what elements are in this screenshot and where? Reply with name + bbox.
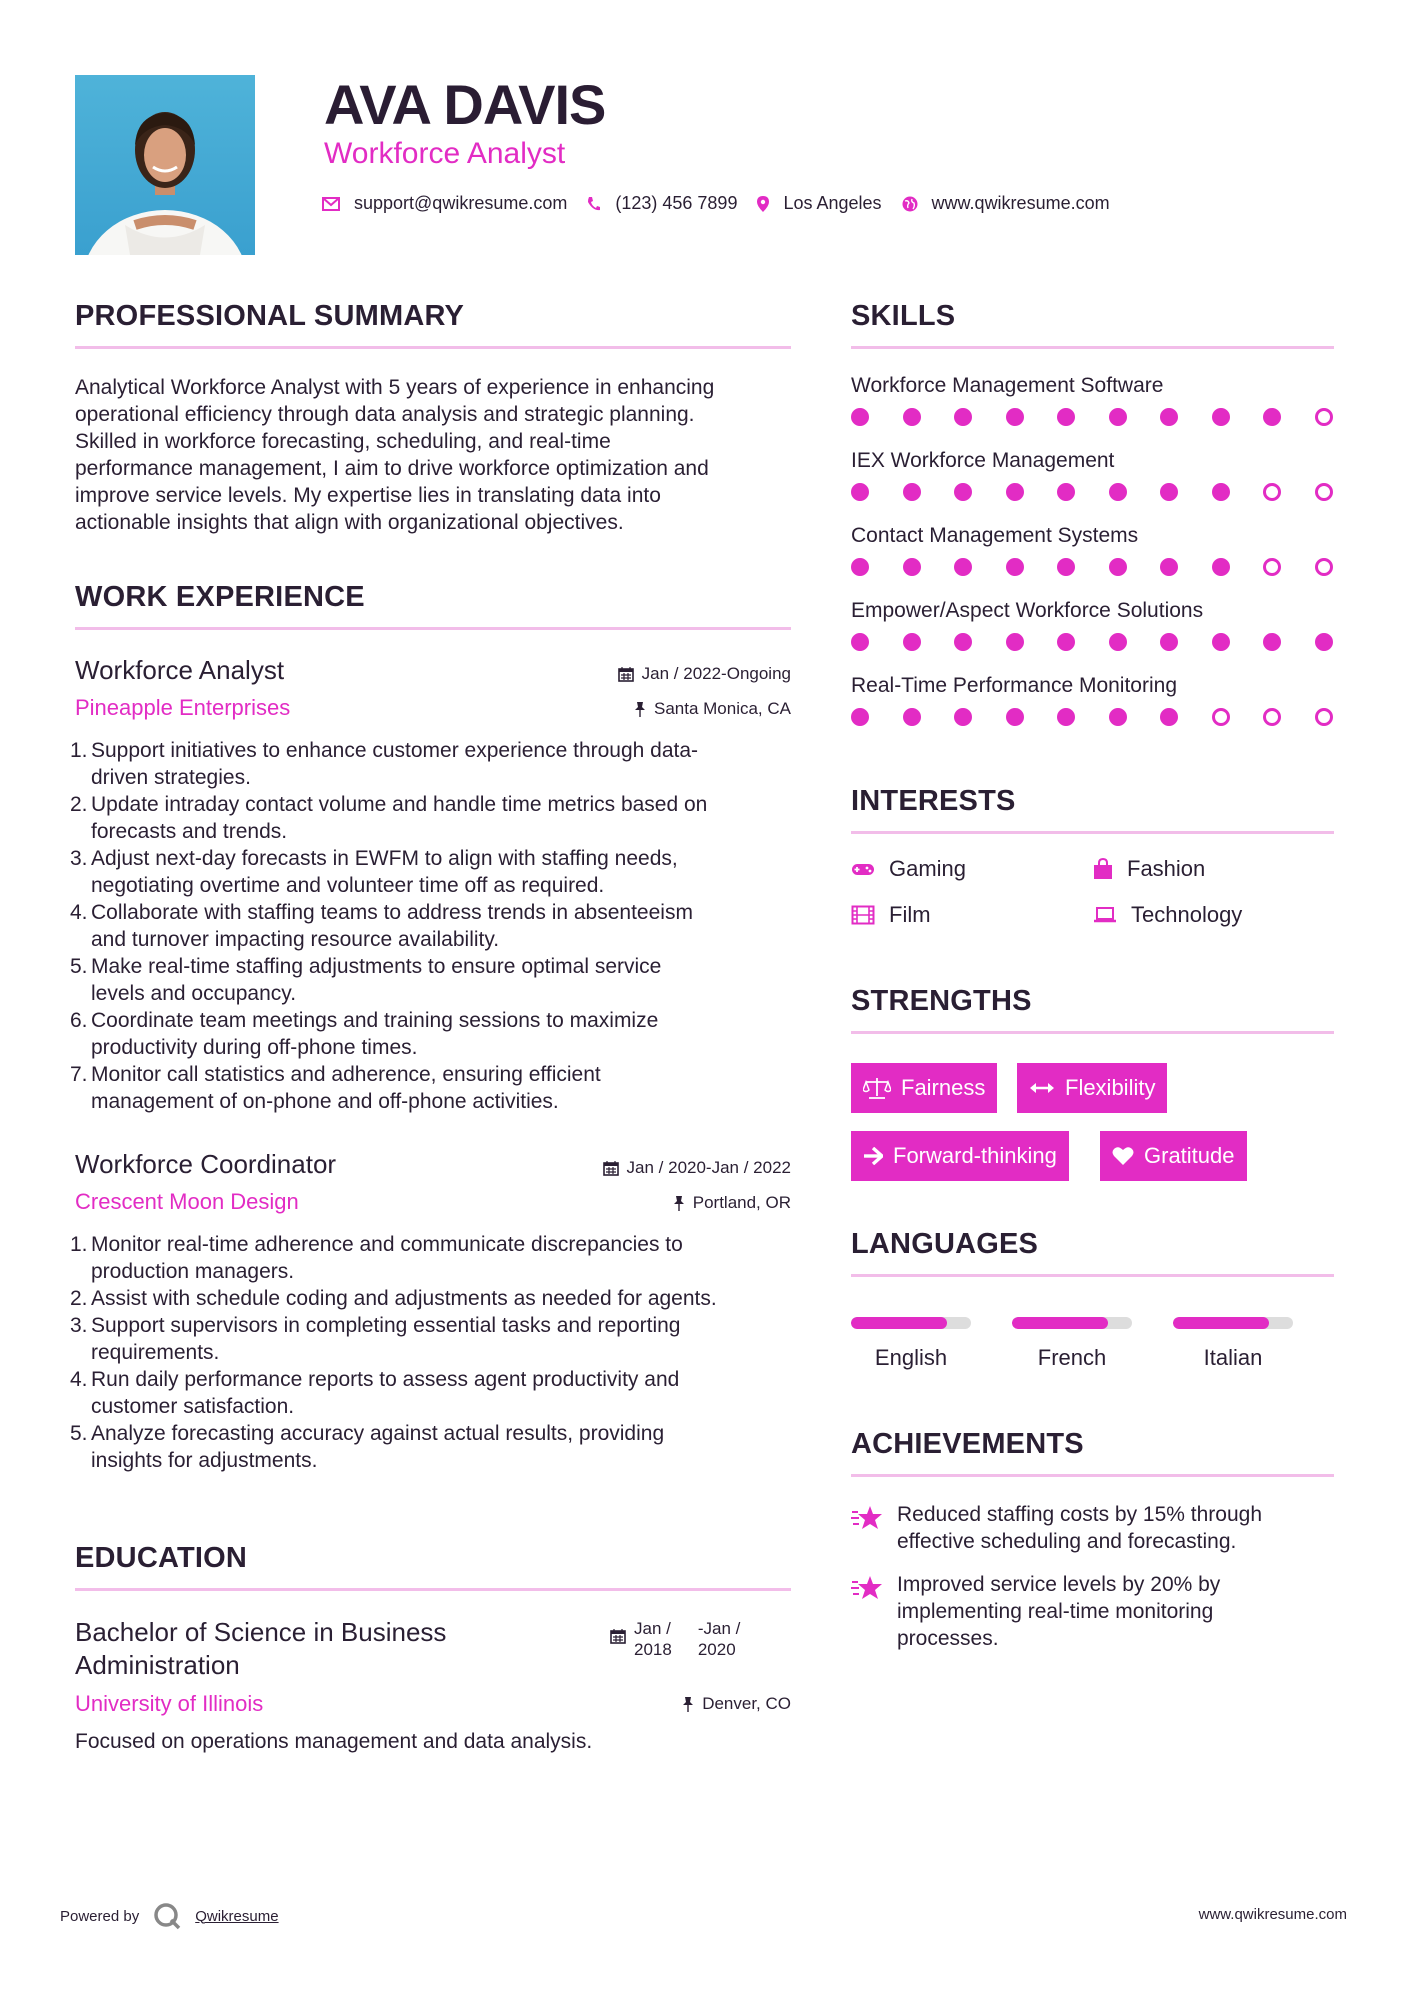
rating-dot-empty [1315,708,1333,726]
skill-row [851,524,1333,599]
achievement-item [851,1501,1262,1555]
rating-dot-empty [1315,483,1333,501]
rating-dot-filled [1212,483,1230,501]
interest-fashion [1093,856,1205,882]
list-item: 1. Support initiatives to enhance customer experience through data- driven strategies. [72,737,797,791]
job-duties-list [72,737,797,1115]
rating-dot-empty [1263,558,1281,576]
pushpin-icon [682,1696,694,1712]
balance-scale-icon [863,1077,891,1099]
interests-divider [851,831,1334,834]
contact-email[interactable] [322,193,567,214]
strength-fairness [851,1063,997,1113]
education-location [682,1694,791,1714]
candidate-role: Workforce Analyst [324,137,566,170]
job-company: Crescent Moon Design [75,1189,299,1214]
rating-dot-filled [1057,408,1075,426]
rating-dot-filled [954,708,972,726]
languages-divider [851,1274,1334,1277]
rating-dot-filled [1160,633,1178,651]
rating-dot-filled [1263,633,1281,651]
contact-website[interactable] [902,193,1110,214]
education-dates [610,1618,740,1660]
film-icon [851,905,875,925]
edu-start-month: Jan / [634,1619,671,1638]
strength-gratitude [1100,1131,1247,1181]
skill-rating [851,633,1333,651]
experience-heading: WORK EXPERIENCE [75,581,365,613]
summary-heading: PROFESSIONAL SUMMARY [75,300,465,332]
strengths-heading: STRENGTHS [851,985,1032,1017]
skill-rating [851,558,1333,576]
language-level-bar [1173,1317,1293,1329]
rating-dot-filled [1212,558,1230,576]
job-location-text: Santa Monica, CA [653,699,791,718]
candidate-name: AVA DAVIS [324,73,606,136]
language-name: Italian [1203,1345,1263,1370]
interest-label: Technology [1131,902,1243,927]
summary-line: actionable insights that align with organizational objectives. [75,511,624,534]
summary-divider [75,346,791,349]
achievement-line: effective scheduling and forecasting. [897,1530,1237,1553]
summary-line: operational efficiency through data analysis and strategic planning. [75,403,695,426]
rating-dot-filled [1006,708,1024,726]
rating-dot-filled [1212,633,1230,651]
edu-start-year: 2018 [634,1640,672,1659]
language-item [1012,1317,1132,1371]
footer-url[interactable]: www.qwikresume.com [1198,1906,1347,1923]
contact-row [322,193,1130,214]
strength-label: Fairness [901,1075,986,1100]
skill-name: Real-Time Performance Monitoring [851,674,1178,697]
achievements-heading: ACHIEVEMENTS [851,1428,1084,1460]
rating-dot-filled [851,483,869,501]
rating-dot-filled [1315,633,1333,651]
calendar-icon [618,666,634,682]
education-divider [75,1588,791,1591]
pushpin-icon [673,1195,685,1211]
language-item [1173,1317,1293,1371]
location-text: Los Angeles [783,193,882,213]
qwikresume-logo-icon [153,1902,181,1930]
rating-dot-filled [851,408,869,426]
languages-list [851,1317,1334,1371]
achievement-line: Improved service levels by 20% by [897,1573,1221,1596]
rating-dot-filled [954,633,972,651]
interest-technology [1093,902,1242,928]
rating-dot-filled [1109,708,1127,726]
list-item: 5. Make real-time staffing adjustments to ensure optimal service levels and occupancy. [72,953,797,1007]
skill-rating [851,708,1333,726]
job-location [634,699,791,719]
envelope-icon [322,197,340,211]
globe-icon [902,196,918,212]
list-item: 2. Update intraday contact volume and handle time metrics based on forecasts and trends. [72,791,797,845]
job-company: Pineapple Enterprises [75,695,291,720]
list-item: 1. Monitor real-time adherence and communicate discrepancies to production managers. [72,1231,797,1285]
skill-rating [851,408,1333,426]
job-location-text: Portland, OR [692,1193,791,1212]
rating-dot-filled [903,708,921,726]
rating-dot-filled [903,408,921,426]
phone-text: (123) 456 7899 [615,193,738,213]
calendar-icon [603,1160,619,1176]
contact-location [757,193,881,214]
rating-dot-filled [1057,708,1075,726]
summary-text [75,374,795,536]
summary-line: improve service levels. My expertise lies in translating data into [75,484,661,507]
strength-label: Flexibility [1065,1075,1156,1100]
list-item: 4. Run daily performance reports to assess agent productivity and customer satisfaction. [72,1366,797,1420]
map-marker-icon [757,196,769,212]
achievement-line: processes. [897,1627,999,1650]
rating-dot-filled [1057,483,1075,501]
gamepad-icon [851,861,875,877]
skill-row [851,599,1333,674]
rating-dot-filled [903,558,921,576]
skill-row [851,674,1333,749]
education-location-text: Denver, CO [702,1694,791,1713]
rating-dot-filled [903,633,921,651]
list-item: 6. Coordinate team meetings and training sessions to maximize productivity during off-phone times. [72,1007,797,1061]
rating-dot-filled [1263,408,1281,426]
rating-dot-filled [1057,558,1075,576]
interest-gaming [851,856,966,882]
calendar-icon [610,1628,626,1644]
skill-name: IEX Workforce Management [851,449,1115,472]
experience-divider [75,627,791,630]
skills-heading: SKILLS [851,300,956,332]
rating-dot-filled [851,633,869,651]
achievement-line: Reduced staffing costs by 15% through [897,1503,1263,1526]
strength-label: Gratitude [1144,1143,1235,1168]
website-text: www.qwikresume.com [931,193,1110,213]
skills-divider [851,346,1334,349]
star-icon [851,1505,883,1531]
powered-by-text: Powered by [60,1907,140,1925]
list-item: 4. Collaborate with staffing teams to address trends in absenteeism and turnover impacting resource availability. [72,899,797,953]
strength-forward-thinking [851,1131,1069,1181]
rating-dot-filled [1109,408,1127,426]
rating-dot-filled [1109,483,1127,501]
rating-dot-filled [954,483,972,501]
job-dates [603,1158,791,1178]
education-description: Focused on operations management and data analysis. [75,1730,593,1753]
list-item: 7. Monitor call statistics and adherence, ensuring efficient management of on-phone and off-phone activities. [72,1061,797,1115]
rating-dot-empty [1212,708,1230,726]
rating-dot-filled [1160,708,1178,726]
rating-dot-filled [903,483,921,501]
edu-end-month: -Jan / [697,1619,741,1638]
school-name: University of Illinois [75,1691,264,1716]
list-item: 2. Assist with schedule coding and adjustments as needed for agents. [72,1285,797,1312]
rating-dot-filled [1160,483,1178,501]
rating-dot-filled [851,708,869,726]
job-location [673,1193,791,1213]
job-title: Workforce Coordinator [75,1149,337,1179]
rating-dot-filled [1006,633,1024,651]
rating-dot-filled [1006,408,1024,426]
strength-label: Forward-thinking [893,1143,1057,1168]
phone-icon [587,196,601,212]
strength-flexibility [1017,1063,1167,1113]
list-item: 3. Adjust next-day forecasts in EWFM to align with staffing needs, negotiating overtime and volunteer time off as required. [72,845,797,899]
job-dates-text: Jan / 2020-Jan / 2022 [626,1158,791,1177]
job-title: Workforce Analyst [75,655,285,685]
interest-film [851,902,931,928]
rating-dot-filled [1006,558,1024,576]
interest-label: Fashion [1127,856,1206,881]
achievement-line: implementing real-time monitoring [897,1600,1214,1623]
education-heading: EDUCATION [75,1542,248,1574]
rating-dot-filled [954,408,972,426]
language-name: English [874,1345,948,1370]
language-level-bar [1012,1317,1132,1329]
language-item [851,1317,971,1371]
summary-line: performance management, I aim to drive workforce optimization and [75,457,709,480]
list-item: 3. Support supervisors in completing essential tasks and reporting requirements. [72,1312,797,1366]
achievements-divider [851,1474,1334,1477]
interests-heading: INTERESTS [851,785,1016,817]
interest-label: Film [889,902,931,927]
rating-dot-filled [1057,633,1075,651]
contact-phone[interactable] [587,193,737,214]
rating-dot-filled [1160,408,1178,426]
skill-rating [851,483,1333,501]
achievement-item [851,1571,1220,1652]
skill-name: Workforce Management Software [851,374,1164,397]
edu-end-year: 2020 [697,1640,736,1659]
job-duties-list [72,1231,797,1474]
pushpin-icon [634,701,646,717]
rating-dot-filled [1160,558,1178,576]
summary-line: Skilled in workforce forecasting, scheduling, and real-time [75,430,611,453]
job-dates [618,664,791,684]
skill-row [851,374,1333,449]
laptop-icon [1093,906,1117,924]
rating-dot-filled [1109,633,1127,651]
skills-list [851,374,1333,749]
language-name: French [1037,1345,1107,1370]
footer-powered-by [60,1902,279,1930]
summary-line: Analytical Workforce Analyst with 5 years of experience in enhancing [75,376,715,399]
rating-dot-empty [1315,558,1333,576]
skill-row [851,449,1333,524]
language-level-bar [851,1317,971,1329]
skill-name: Contact Management Systems [851,524,1139,547]
rating-dot-filled [954,558,972,576]
rating-dot-empty [1315,408,1333,426]
arrows-horizontal-icon [1029,1081,1055,1095]
language-level-fill [1012,1317,1108,1329]
brand-link[interactable]: Qwikresume [195,1907,279,1925]
profile-photo [75,75,255,255]
skill-name: Empower/Aspect Workforce Solutions [851,599,1204,622]
rating-dot-filled [851,558,869,576]
rating-dot-empty [1263,483,1281,501]
star-icon [851,1575,883,1601]
interest-label: Gaming [889,856,967,881]
heart-icon [1112,1146,1134,1166]
list-item: 5. Analyze forecasting accuracy against actual results, providing insights for adjustments. [72,1420,797,1474]
rating-dot-empty [1263,708,1281,726]
rating-dot-filled [1006,483,1024,501]
arrow-right-icon [863,1147,883,1165]
shopping-bag-icon [1093,858,1113,880]
rating-dot-filled [1212,408,1230,426]
language-level-fill [1173,1317,1269,1329]
email-text: support@qwikresume.com [354,193,568,213]
degree-line: Administration [75,1650,240,1680]
languages-heading: LANGUAGES [851,1228,1039,1260]
strengths-divider [851,1031,1334,1034]
rating-dot-filled [1109,558,1127,576]
language-level-fill [851,1317,947,1329]
degree-title [75,1616,446,1682]
job-dates-text: Jan / 2022-Ongoing [641,664,791,683]
degree-line: Bachelor of Science in Business [75,1617,447,1647]
